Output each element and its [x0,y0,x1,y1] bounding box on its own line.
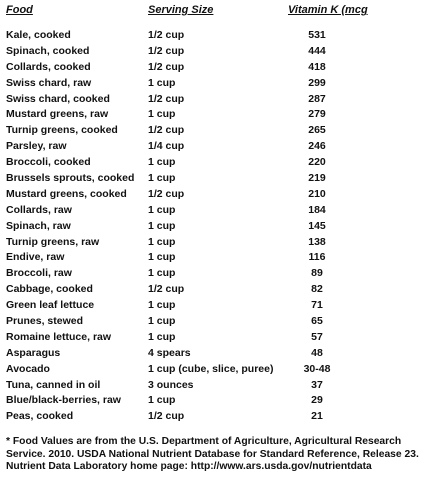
serving-size-cell: 1 cup [148,394,176,407]
vitamin-k-value-cell: 65 [311,314,323,327]
food-name-cell: Endive, raw [6,251,65,264]
vitamin-k-value-cell: 71 [311,299,323,312]
vitamin-k-value-cell: 444 [308,44,326,57]
food-name-cell: Turnip greens, raw [6,235,100,248]
food-name-cell: Romaine lettuce, raw [6,330,112,343]
food-name-cell: Brussels sprouts, cooked [6,171,135,184]
vitamin-k-value-cell: 82 [311,283,323,296]
table-row [6,75,346,91]
vitamin-k-value-cell: 184 [308,203,326,216]
vitamin-k-value-cell: 89 [311,267,323,280]
table-row [6,377,346,393]
food-name-cell: Mustard greens, cooked [6,187,127,200]
food-name-cell: Cabbage, cooked [6,283,93,296]
table-row [6,361,346,377]
serving-size-cell: 1 cup [148,108,176,121]
vitamin-k-value-cell: 279 [308,108,326,121]
serving-size-cell: 1/2 cup [148,44,185,57]
serving-size-cell: 1 cup [148,203,176,216]
food-name-cell: Peas, cooked [6,410,74,423]
serving-size-cell: 4 spears [148,346,191,359]
table-row [6,297,346,313]
serving-size-cell: 1/2 cup [148,124,185,137]
table-row [6,392,346,408]
serving-size-cell: 1/2 cup [148,283,185,296]
food-name-cell: Collards, cooked [6,60,91,73]
food-name-cell: Green leaf lettuce [6,299,95,312]
footnote-line: Service. 2010. USDA National Nutrient Database for Standard Reference, Release 23. [6,448,419,460]
table-row [6,345,346,361]
serving-size-cell: 1/2 cup [148,410,185,423]
table-row [6,27,346,43]
serving-size-cell: 1/2 cup [148,60,185,73]
table-row [6,313,346,329]
vitamin-k-value-cell: 531 [308,28,326,41]
vitamin-k-value-cell: 21 [311,410,323,423]
vitamin-k-value-cell: 265 [308,124,326,137]
serving-size-cell: 1/2 cup [148,187,185,200]
food-name-cell: Spinach, cooked [6,44,90,57]
serving-size-cell: 1 cup [148,219,176,232]
serving-size-cell: 1 cup [148,171,176,184]
serving-size-cell: 1 cup [148,76,176,89]
vitamin-k-value-cell: 138 [308,235,326,248]
vitamin-k-value-cell: 219 [308,171,326,184]
vitamin-k-table-container [6,4,430,424]
table-row [6,202,346,218]
header-food: Food [6,4,33,16]
serving-size-cell: 1/2 cup [148,28,185,41]
food-name-cell: Broccoli, cooked [6,156,91,169]
serving-size-cell: 1 cup [148,299,176,312]
table-row [6,154,346,170]
food-name-cell: Blue/black-berries, raw [6,394,121,407]
table-row [6,265,346,281]
table-row [6,59,346,75]
vitamin-k-value-cell: 29 [311,394,323,407]
food-name-cell: Avocado [6,362,50,375]
table-row [6,170,346,186]
serving-size-cell: 1 cup [148,267,176,280]
vitamin-k-value-cell: 145 [308,219,326,232]
vitamin-k-value-cell: 246 [308,140,326,153]
serving-size-cell: 1/2 cup [148,92,185,105]
food-name-cell: Collards, raw [6,203,72,216]
food-name-cell: Asparagus [6,346,61,359]
food-name-cell: Prunes, stewed [6,314,84,327]
table-row [6,234,346,250]
vitamin-k-value-cell: 30-48 [303,362,331,375]
serving-size-cell: 1 cup [148,156,176,169]
food-name-cell: Swiss chard, cooked [6,92,110,105]
serving-size-cell: 1 cup [148,251,176,264]
food-name-cell: Spinach, raw [6,219,71,232]
serving-size-cell: 1/4 cup [148,140,185,153]
serving-size-cell: 1 cup (cube, slice, puree) [148,362,274,375]
table-row [6,408,346,424]
table-row [6,43,346,59]
table-row [6,281,346,297]
vitamin-k-value-cell: 57 [311,330,323,343]
source-footnote [6,436,432,474]
vitamin-k-value-cell: 210 [308,187,326,200]
serving-size-cell: 3 ounces [148,378,194,391]
food-name-cell: Swiss chard, raw [6,76,92,89]
table-row [6,186,346,202]
food-name-cell: Tuna, canned in oil [6,378,101,391]
vitamin-k-value-cell: 287 [308,92,326,105]
table-row [6,91,346,107]
header-vitamin-k: Vitamin K (mcg [288,4,368,16]
table-header-row [6,4,346,27]
table-row [6,138,346,154]
table-row [6,218,346,234]
vitamin-k-value-cell: 116 [308,251,326,264]
food-name-cell: Mustard greens, raw [6,108,109,121]
footnote-line: Nutrient Data Laboratory home page: http://www.ars.usda.gov/nutrientdata [6,461,372,473]
table-body [6,27,346,424]
food-name-cell: Kale, cooked [6,28,71,41]
serving-size-cell: 1 cup [148,314,176,327]
footnote-line: * Food Values are from the U.S. Department of Agriculture, Agricultural Research [6,436,402,447]
food-name-cell: Broccoli, raw [6,267,72,280]
table-row [6,249,346,265]
table-row [6,122,346,138]
vitamin-k-value-cell: 220 [308,156,326,169]
food-name-cell: Parsley, raw [6,140,67,153]
serving-size-cell: 1 cup [148,235,176,248]
vitamin-k-value-cell: 37 [311,378,323,391]
vitamin-k-value-cell: 299 [308,76,326,89]
serving-size-cell: 1 cup [148,330,176,343]
header-serving-size: Serving Size [148,4,214,16]
table-row [6,106,346,122]
vitamin-k-value-cell: 418 [308,60,326,73]
table-row [6,329,346,345]
vitamin-k-table [6,4,368,424]
food-name-cell: Turnip greens, cooked [6,124,118,137]
vitamin-k-value-cell: 48 [311,346,323,359]
